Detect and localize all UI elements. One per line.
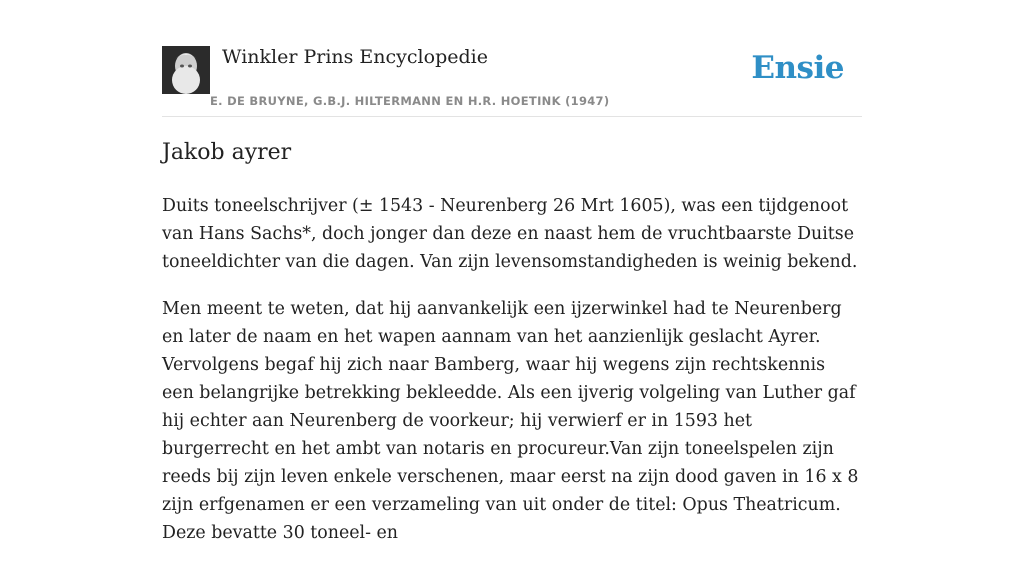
article-paragraph: Duits toneelschrijver (± 1543 - Neurenberg 26 Mrt 1605), was een tijdgenoot van Hans Sachs*, doch jonger dan deze en naast hem de vruchtbaarste Duitse toneeldichter van die dagen. Van zijn levensomstandigheden is weinig bekend.	[162, 196, 858, 272]
publication-header	[162, 46, 862, 117]
publication-title[interactable]: Winkler Prins Encyclopedie	[222, 46, 488, 68]
author-avatar	[162, 46, 210, 94]
article-body	[162, 192, 862, 566]
article-title: Jakob ayrer	[162, 140, 292, 165]
publication-authors: E. DE BRUYNE, G.B.J. HILTERMANN EN H.R. HOETINK (1947)	[210, 94, 610, 108]
article-paragraph: Men meent te weten, dat hij aanvankelijk een ijzerwinkel had te Neurenberg en later de naam en het wapen aannam van het aanzienlijk geslacht Ayrer. Vervolgens begaf hij zich naar Bamberg, waar hij wegens zijn rechtskennis een belangrijke betrekking bekleedde. Als een ijverig volgeling van Luther gaf hij echter aan Neurenberg de voorkeur; hij verwierf er in 1593 het burgerrecht en het ambt van notaris en procureur.Van zijn toneelspelen zijn reeds bij zijn leven enkele verschenen, maar eerst na zijn dood gaven in 16 x 8 zijn erfgenamen er een verzameling van uit onder de titel: Opus Theatricum. Deze bevatte 30 toneel- en	[162, 299, 859, 543]
ensie-logo-link[interactable]: Ensie	[751, 50, 844, 86]
